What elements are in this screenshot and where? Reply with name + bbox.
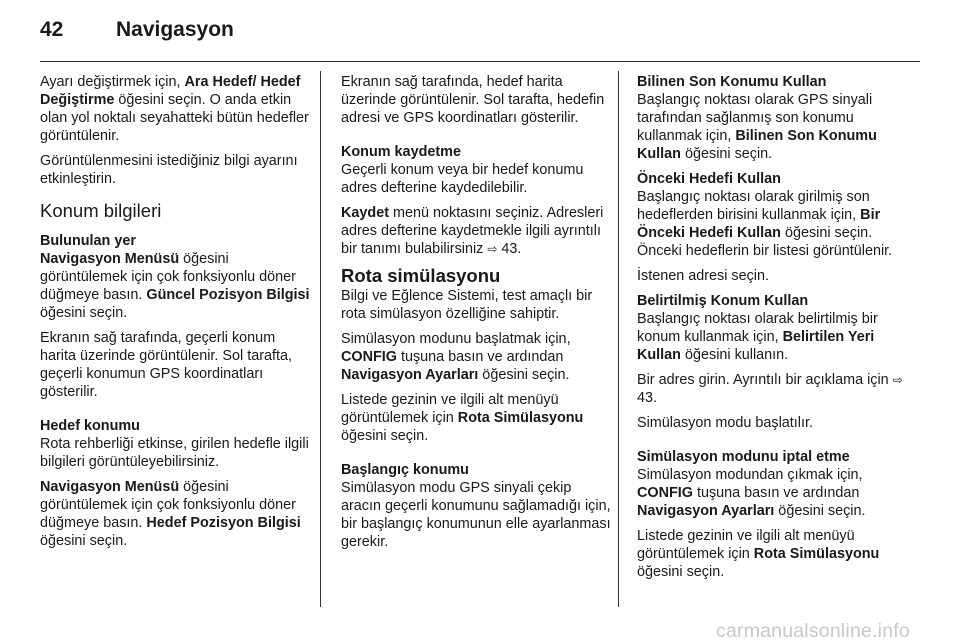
page-reference[interactable]: 43.	[501, 241, 522, 257]
paragraph: Ekranın sağ tarafında, hedef harita üzerinde görüntülenir. Sol tarafta, hedefin adresi ve GPS koordinatları gösterilir.	[341, 74, 605, 126]
column-3	[637, 73, 907, 581]
xref-arrow-icon[interactable]: ⇨	[487, 242, 498, 256]
menu-term: Ara Hedef/ Hedef Değiştirme	[40, 74, 301, 108]
menu-term: Navigasyon Ayarları	[341, 367, 479, 383]
subheading: Konum kaydetme	[341, 144, 461, 160]
paragraph: Rota rehberliği etkinse, girilen hedefle ilgili bilgileri görüntüleyebilirsiniz.	[40, 436, 309, 470]
subheading: Belirtilmiş Konum Kullan	[637, 293, 809, 309]
watermark: carmanualsonline.info	[716, 620, 910, 642]
paragraph: Navigasyon Menüsü öğesini görüntülemek için çok fonksiyonlu döner düğmeye basın. Güncel Pozisyon Bilgisi öğesini seçin.	[40, 251, 310, 321]
paragraph: Ayarı değiştirmek için, Ara Hedef/ Hedef Değiştirme öğesini seçin. O anda etkin olan yol noktalı seyahatteki bütün hedefler görüntülenir.	[40, 74, 309, 144]
paragraph: Navigasyon Menüsü öğesini görüntülemek için çok fonksiyonlu döner düğmeye basın. Hedef Pozisyon Bilgisi öğesini seçin.	[40, 479, 301, 549]
column-divider-1	[320, 71, 321, 607]
paragraph: Görüntülenmesini istediğiniz bilgi ayarını etkinleştirin.	[40, 153, 298, 187]
column-divider-2	[618, 71, 619, 607]
page-header	[40, 18, 234, 48]
menu-term: Kaydet	[341, 205, 389, 221]
paragraph: Başlangıç noktası olarak GPS sinyali tarafından sağlanmış son konumu kullanmak için, Bilinen Son Konumu Kullan öğesini seçin.	[637, 92, 877, 162]
subheading: Başlangıç konumu	[341, 462, 469, 478]
paragraph: Listede gezinin ve ilgili alt menüyü görüntülemek için Rota Simülasyonu öğesini seçin.	[637, 528, 880, 580]
subheading: Simülasyon modunu iptal etme	[637, 449, 850, 465]
menu-term: Bilinen Son Konumu Kullan	[637, 128, 877, 162]
menu-term: Navigasyon Ayarları	[637, 503, 775, 519]
button-term: CONFIG	[341, 349, 397, 365]
paragraph: Simülasyon modunu başlatmak için, CONFIG tuşuna basın ve ardından Navigasyon Ayarları öğesini seçin.	[341, 331, 571, 383]
paragraph: Bir adres girin. Ayrıntılı bir açıklama için ⇨ 43.	[637, 372, 903, 406]
menu-term: Navigasyon Menüsü	[40, 251, 180, 267]
page-reference[interactable]: 43.	[637, 390, 658, 406]
section-heading: Rota simülasyonu	[341, 265, 501, 286]
paragraph: Simülasyon modu GPS sinyali çekip aracın geçerli konumunu sağlamadığı için, bir başlangıç konumunun elle ayarlanması gerekir.	[341, 480, 611, 550]
paragraph: Simülasyon modundan çıkmak için, CONFIG tuşuna basın ve ardından Navigasyon Ayarları öğesini seçin.	[637, 467, 866, 519]
section-heading: Konum bilgileri	[40, 200, 162, 221]
paragraph: Bilgi ve Eğlence Sistemi, test amaçlı bir rota simülasyon özelliğine sahiptir.	[341, 288, 593, 322]
paragraph: Geçerli konum veya bir hedef konumu adres defterine kaydedilebilir.	[341, 162, 584, 196]
paragraph: Başlangıç noktası olarak girilmiş son hedeflerden birisini kullanmak için, Bir Önceki Hedefi Kullan öğesini seçin. Önceki hedeflerin bir listesi görüntülenir.	[637, 189, 893, 259]
button-term: CONFIG	[637, 485, 693, 501]
page-title: Navigasyon	[116, 18, 234, 41]
menu-term: Rota Simülasyonu	[457, 410, 584, 426]
paragraph: Listede gezinin ve ilgili alt menüyü görüntülemek için Rota Simülasyonu öğesini seçin.	[341, 392, 584, 444]
paragraph: İstenen adresi seçin.	[637, 268, 769, 284]
paragraph: Simülasyon modu başlatılır.	[637, 415, 813, 431]
subheading: Bilinen Son Konumu Kullan	[637, 74, 827, 90]
subheading: Bulunulan yer	[40, 233, 136, 249]
subheading: Önceki Hedefi Kullan	[637, 171, 781, 187]
column-1	[40, 73, 312, 557]
menu-term: Rota Simülasyonu	[753, 546, 880, 562]
xref-arrow-icon[interactable]: ⇨	[892, 373, 903, 387]
subheading: Hedef konumu	[40, 418, 140, 434]
menu-term: Navigasyon Menüsü	[40, 479, 180, 495]
page-number: 42	[40, 18, 64, 41]
paragraph: Ekranın sağ tarafında, geçerli konum harita üzerinde görüntülenir. Sol tarafta, geçerli konumun GPS koordinatları gösterilir.	[40, 330, 292, 400]
menu-term: Hedef Pozisyon Bilgisi	[146, 515, 301, 531]
menu-term: Bir Önceki Hedefi Kullan	[637, 207, 881, 241]
paragraph: Kaydet menü noktasını seçiniz. Adresleri adres defterine kaydetmekle ilgili ayrıntılı bir tanımı bulabilirsiniz ⇨ 43.	[341, 205, 604, 257]
menu-term: Güncel Pozisyon Bilgisi	[146, 287, 310, 303]
menu-term: Belirtilen Yeri Kullan	[637, 329, 875, 363]
column-2	[341, 73, 613, 551]
header-rule	[40, 61, 920, 62]
paragraph: Başlangıç noktası olarak belirtilmiş bir konum kullanmak için, Belirtilen Yeri Kullan öğesini kullanın.	[637, 311, 878, 363]
